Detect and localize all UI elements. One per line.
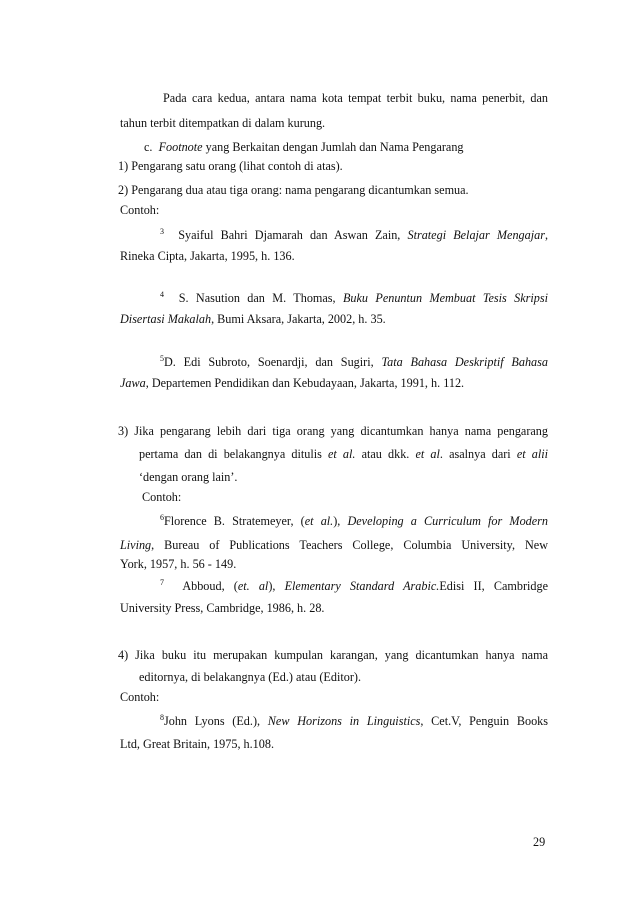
- list-item-3-line-3: ‘dengan orang lain’.: [139, 470, 238, 484]
- footnote-8-line-2: Ltd, Great Britain, 1975, h.108.: [120, 737, 275, 751]
- footnote-3-line-2: Rineka Cipta, Jakarta, 1995, h. 136.: [120, 249, 295, 263]
- intro-line-2: tahun terbit ditempatkan di dalam kurung.: [120, 116, 326, 130]
- list-item-3-contoh: Contoh:: [142, 490, 182, 504]
- footnote-4-line-1: $^4$ S. Nasution dan M. Thomas, Buku Penuntun Membuat Tesis Skripsi: [160, 290, 549, 305]
- footnote-6-number: 6: [160, 513, 164, 522]
- section-c-title-italic: Footnote: [158, 140, 203, 154]
- footnote-8-number: 8: [160, 713, 164, 722]
- footnote-5-line-1: $^5$D. Edi Subroto, Soenardji, dan Sugiri, Tata Bahasa Deskriptif Bahasa: [160, 354, 548, 369]
- footnote-5-number: 5: [160, 354, 164, 363]
- footnote-7-number: 7: [160, 578, 164, 587]
- footnote-6-line-1: $^6$Florence B. Stratemeyer, (et al.), Developing a Curriculum for Modern: [160, 513, 548, 528]
- footnote-3-number: 3: [160, 227, 164, 236]
- footnote-5-line-2: Jawa, Departemen Pendidikan dan Kebudayaan, Jakarta, 1991, h. 112.: [120, 376, 465, 390]
- section-c-marker: c.: [144, 140, 153, 154]
- footnote-6-line-3: York, 1957, h. 56 - 149.: [120, 557, 237, 571]
- footnote-4-number: 4: [160, 290, 164, 299]
- contoh-label: Contoh:: [120, 203, 160, 217]
- footnote-7-line-1: $^7$ Abboud, (et. al), Elementary Standard Arabic.Edisi II, Cambridge: [160, 578, 548, 593]
- list-item-3-line-2: pertama dan di belakangnya ditulis et al. atau dkk. et al. asalnya dari et alii: [139, 447, 548, 461]
- section-c-heading: [144, 141, 464, 153]
- page-number: 29: [533, 835, 546, 849]
- list-item-4-line-2: editornya, di belakangnya (Ed.) atau (Editor).: [139, 670, 361, 684]
- footnote-6-line-2: Living, Bureau of Publications Teachers College, Columbia University, New: [120, 538, 548, 552]
- list-item-1: 1) Pengarang satu orang (lihat contoh di atas).: [118, 159, 343, 173]
- intro-line-1: Pada cara kedua, antara nama kota tempat terbit buku, nama penerbit, dan: [163, 91, 548, 105]
- footnote-4-line-2: Disertasi Makalah, Bumi Aksara, Jakarta, 2002, h. 35.: [120, 312, 386, 326]
- footnote-3-line-1: $^3$ Syaiful Bahri Djamarah dan Aswan Zain, Strategi Belajar Mengajar,: [160, 227, 548, 242]
- footnote-7-line-2: University Press, Cambridge, 1986, h. 28.: [120, 601, 325, 615]
- section-c-title-rest: yang Berkaitan dengan Jumlah dan Nama Pengarang: [202, 140, 464, 154]
- list-item-4-contoh: Contoh:: [120, 690, 160, 704]
- list-item-3-line-1: 3) Jika pengarang lebih dari tiga orang yang dicantumkan hanya nama pengarang: [118, 424, 548, 438]
- footnote-8-line-1: $^8$John Lyons (Ed.), New Horizons in Linguistics, Cet.V, Penguin Books: [160, 713, 548, 728]
- list-item-4-line-1: 4) Jika buku itu merupakan kumpulan karangan, yang dicantumkan hanya nama: [118, 648, 548, 662]
- list-item-2: 2) Pengarang dua atau tiga orang: nama pengarang dicantumkan semua.: [118, 183, 469, 197]
